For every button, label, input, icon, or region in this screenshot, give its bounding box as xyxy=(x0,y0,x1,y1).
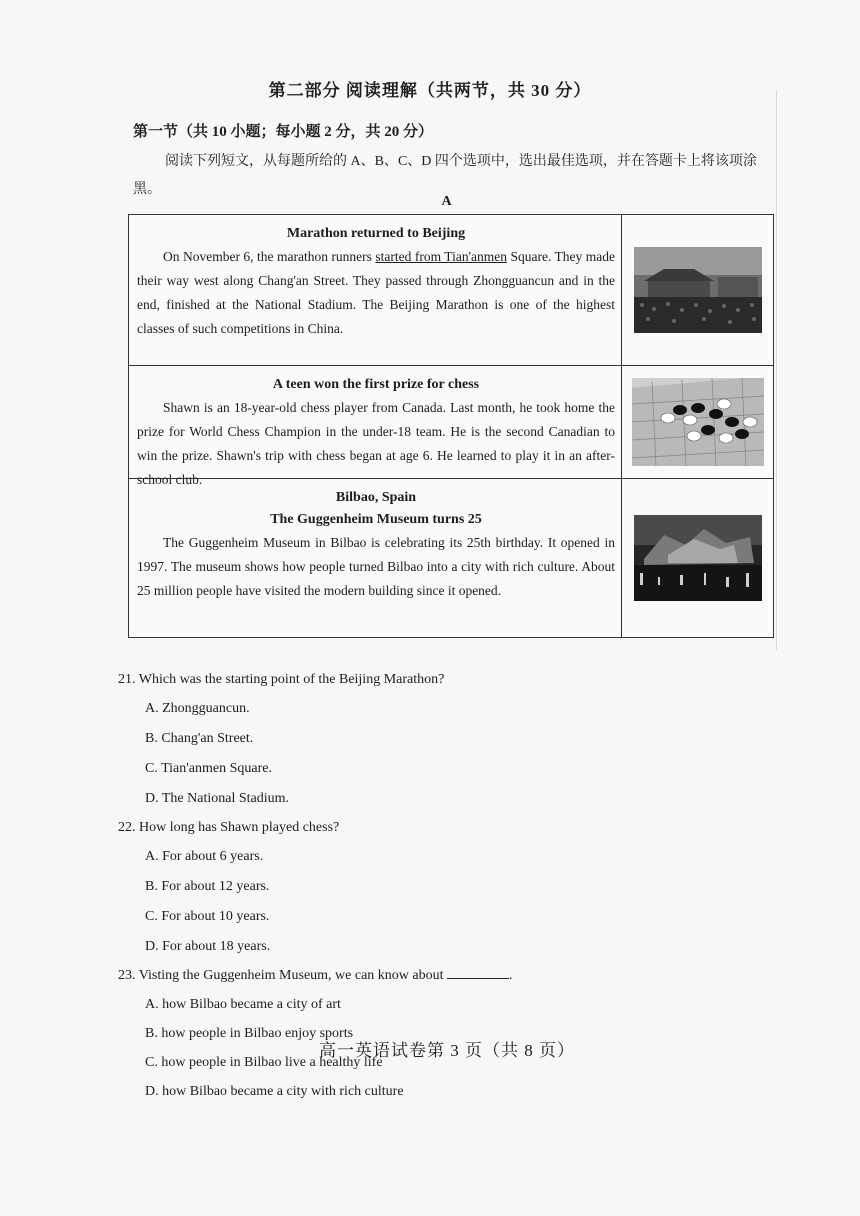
passage-body xyxy=(137,245,615,341)
option: C. For about 10 years. xyxy=(145,909,270,924)
underlined-phrase: started from Tian'anmen xyxy=(375,249,507,264)
page-footer: 高一英语试卷第 3 页（共 8 页） xyxy=(319,1041,575,1060)
passage-row-marathon xyxy=(129,215,773,365)
option: A. how Bilbao became a city of art xyxy=(145,997,341,1012)
passage-text xyxy=(129,366,622,487)
question-stem-end: . xyxy=(509,968,513,983)
question-stem xyxy=(118,962,758,990)
passage-letter: A xyxy=(441,194,452,209)
question-stem: 22. How long has Shawn played chess? xyxy=(118,820,340,835)
go-board-photo xyxy=(632,378,764,466)
passage-text xyxy=(129,215,622,365)
option: B. how people in Bilbao enjoy sports xyxy=(145,1026,354,1041)
option: B. Chang'an Street. xyxy=(145,731,254,746)
passage-body: Shawn is an 18-year-old chess player from Canada. Last month, he took home the prize for World Chess Champion in the under-18 team. He is the second Canadian to win the prize. Shawn's trip with chess began at age 6. He learned to play it in an after-school club. xyxy=(137,400,615,487)
passage-text xyxy=(129,479,622,637)
question-options xyxy=(118,694,758,814)
museum-night-photo xyxy=(634,515,762,601)
answer-blank xyxy=(447,966,509,979)
passage-title: The Guggenheim Museum turns 25 xyxy=(270,512,482,527)
passage-text-part: On November 6, the marathon runners xyxy=(163,249,376,264)
passage-image-cell xyxy=(622,366,773,478)
passage-table xyxy=(128,214,774,638)
question-options xyxy=(118,842,758,962)
option: A. For about 6 years. xyxy=(145,849,264,864)
section-title: 第一节（共 10 小题；每小题 2 分，共 20 分） xyxy=(133,124,434,140)
passage-row-chess xyxy=(129,365,773,487)
passage-row-museum xyxy=(129,478,773,637)
passage-title: Marathon returned to Beijing xyxy=(286,226,466,241)
tiananmen-crowd-photo xyxy=(634,247,762,333)
passage-text-part: Square. They made their way west along Chang'an Street. They passed through Zhongguancun and in the end, finished at the National Stadium. The Beijing Marathon is one of the highest classes of such competitions in China. xyxy=(137,249,615,336)
question-stem-text: 23. Visting the Guggenheim Museum, we can know about xyxy=(118,968,444,983)
part-title: 第二部分 阅读理解（共两节，共 30 分） xyxy=(268,81,592,100)
passage-location: Bilbao, Spain xyxy=(335,490,417,505)
option: B. For about 12 years. xyxy=(145,879,270,894)
scan-edge-line xyxy=(776,90,777,650)
option: D. For about 18 years. xyxy=(145,939,271,954)
option: A. Zhongguancun. xyxy=(145,701,250,716)
question-stem: 21. Which was the starting point of the Beijing Marathon? xyxy=(118,672,445,687)
passage-image-cell xyxy=(622,479,773,637)
option: D. how Bilbao became a city with rich culture xyxy=(145,1084,404,1099)
option: D. The National Stadium. xyxy=(145,791,289,806)
option: C. Tian'anmen Square. xyxy=(145,761,272,776)
passage-image-cell xyxy=(622,215,773,365)
option: C. how people in Bilbao live a healthy life xyxy=(145,1055,383,1070)
passage-title: A teen won the first prize for chess xyxy=(272,377,480,392)
passage-body: The Guggenheim Museum in Bilbao is celebrating its 25th birthday. It opened in 1997. The museum shows how people turned Bilbao into a city with rich culture. About 25 million people have visited the modern building since it opened. xyxy=(137,535,615,598)
instructions: 阅读下列短文，从每题所给的 A、B、C、D 四个选项中，选出最佳选项，并在答题卡上将该项涂黑。 xyxy=(133,154,757,197)
